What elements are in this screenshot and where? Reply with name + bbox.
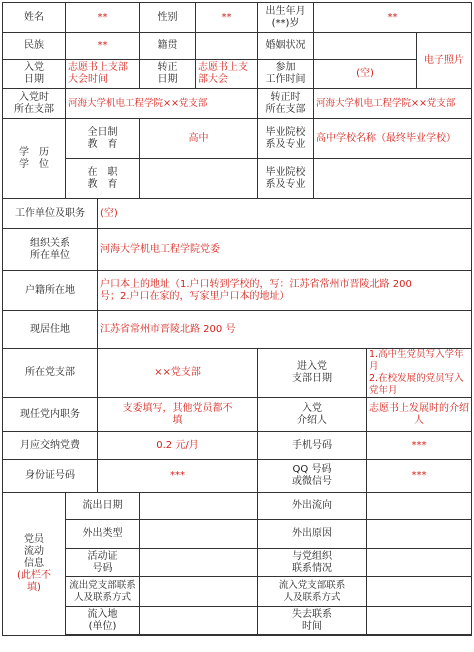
activity-cert-label-line1: 活动证 (87, 550, 118, 562)
out-reason-value[interactable] (367, 520, 472, 549)
gender-value[interactable]: ** (196, 3, 258, 33)
education-label-line1: 学 历 (19, 146, 49, 158)
branch-label: 所在党支部 (3, 349, 98, 398)
out-direction-label: 外出流向 (258, 493, 367, 520)
education-label-line2: 学 位 (19, 158, 49, 170)
org-unit-label-line1: 组织关系 (30, 237, 70, 249)
in-place-value[interactable] (140, 607, 258, 635)
marital-status-value[interactable] (314, 33, 417, 60)
photo-cell[interactable]: 电子照片 (417, 33, 472, 89)
work-unit-label: 工作单位及职务 (3, 199, 98, 229)
lost-contact-label (258, 607, 367, 635)
party-fee-label: 月应交纳党费 (3, 432, 98, 460)
phone-label: 手机号码 (258, 432, 367, 460)
activity-cert-label (66, 549, 140, 577)
inservice-school-label-line2: 系及专业 (265, 178, 306, 190)
party-duty-value[interactable] (98, 398, 258, 432)
in-place-label (66, 607, 140, 635)
birth-label (258, 3, 314, 33)
id-number-label: 身份证号码 (3, 460, 98, 493)
marital-status-label: 婚姻状况 (258, 33, 314, 60)
fulltime-school-value[interactable]: 高中学校名称（最终毕业学校） (314, 119, 472, 159)
out-type-label: 外出类型 (66, 520, 140, 549)
party-member-info-form (2, 2, 472, 636)
enter-branch-date-value-line2: 2.在校发展的党员写入党年月 (369, 373, 464, 396)
lost-contact-value[interactable] (367, 607, 472, 635)
birth-label-line2: (**)岁 (271, 17, 300, 29)
regular-date-value[interactable]: 志愿书上支部大会 (196, 60, 258, 89)
regular-branch-value[interactable]: 河海大学机电工程学院××党支部 (314, 89, 472, 119)
regular-date-label-line2: 日期 (157, 74, 178, 85)
in-branch-contact-label (258, 577, 367, 607)
out-branch-contact-label (66, 577, 140, 607)
activity-cert-value[interactable] (140, 549, 258, 577)
regular-branch-label-line2: 所在支部 (265, 103, 306, 115)
org-unit-label (3, 229, 98, 271)
org-contact-label-line2: 联系情况 (292, 562, 332, 574)
residence-value[interactable]: 江苏省常州市晋陵北路 200 号 (98, 311, 472, 349)
native-place-label: 籍贯 (140, 33, 196, 60)
introducer-value[interactable]: 志愿书上发展时的介绍人 (367, 398, 472, 432)
lost-contact-label-line1: 失去联系 (292, 608, 332, 620)
work-date-value[interactable]: (空) (314, 60, 417, 89)
out-type-value[interactable] (140, 520, 258, 549)
birth-label-line1: 出生年月 (265, 5, 306, 17)
in-branch-contact-label-line1: 流入党支部联系 (278, 579, 346, 591)
fulltime-education-label (66, 119, 140, 159)
activity-cert-label-line2: 号码 (92, 562, 113, 574)
regular-branch-label (258, 89, 314, 119)
gender-label: 性别 (140, 3, 196, 33)
enter-branch-date-label-line1: 进入党 (297, 361, 327, 372)
lost-contact-label-line2: 时间 (302, 620, 322, 632)
join-date-label-line2: 日期 (24, 74, 44, 85)
introducer-label (258, 398, 367, 432)
household-value-line2: 号；2.户口在家的，写家里户口本的地址） (100, 290, 290, 302)
out-branch-contact-label-line2: 人及联系方式 (73, 591, 131, 603)
household-value[interactable] (98, 271, 472, 311)
phone-value[interactable]: *** (367, 432, 472, 460)
household-value-line1: 户口本上的地址（1.户口转到学校的，写：江苏省常州市晋陵北路 200 (100, 278, 412, 290)
party-duty-label: 现任党内职务 (3, 398, 98, 432)
flow-section-line2: 流动 (24, 546, 44, 557)
out-date-label: 流出日期 (66, 493, 140, 520)
regular-branch-label-line1: 转正时 (270, 91, 301, 103)
ethnicity-value[interactable]: ** (66, 33, 140, 60)
enter-branch-date-label (258, 349, 367, 398)
org-contact-value[interactable] (367, 549, 472, 577)
fulltime-school-label-line2: 系及专业 (265, 138, 306, 150)
inservice-school-label (258, 159, 314, 199)
out-date-value[interactable] (140, 493, 258, 520)
out-reason-label: 外出原因 (258, 520, 367, 549)
party-duty-value-line1: 支委填写，其他党员都不 (122, 402, 233, 414)
native-place-value[interactable] (196, 33, 258, 60)
inservice-school-label-line1: 毕业院校 (265, 166, 306, 178)
id-number-value[interactable]: *** (98, 460, 258, 493)
in-branch-contact-value[interactable] (367, 577, 472, 607)
join-branch-value[interactable]: 河海大学机电工程学院××党支部 (66, 89, 258, 119)
fulltime-school-label-line1: 毕业院校 (265, 126, 306, 138)
enter-branch-date-value-line1: 1.高中生党员写入学年月 (369, 349, 464, 372)
qq-wechat-label-line1: QQ 号码 (292, 464, 332, 475)
inservice-school-value[interactable] (314, 159, 472, 199)
out-branch-contact-value[interactable] (140, 577, 258, 607)
inservice-education-label (66, 159, 140, 199)
branch-value[interactable]: ××党支部 (98, 349, 258, 398)
regular-date-label-line1: 转正 (157, 62, 178, 73)
flow-section-line3: 信息 (24, 558, 44, 569)
work-date-label-line2: 工作时间 (265, 74, 306, 85)
flow-section-line4: (此栏不 (17, 570, 51, 581)
party-duty-value-line2: 填 (172, 414, 183, 426)
birth-value[interactable]: ** (314, 3, 472, 33)
flow-section-line5: 填) (27, 582, 41, 593)
out-branch-contact-label-line1: 流出党支部联系 (69, 579, 136, 591)
name-value[interactable]: ** (66, 3, 140, 33)
join-branch-label (3, 89, 66, 119)
join-branch-label-line2: 所在支部 (14, 103, 54, 115)
fulltime-school-label (258, 119, 314, 159)
out-direction-value[interactable] (367, 493, 472, 520)
org-contact-label-line1: 与党组织 (292, 550, 332, 562)
flow-section-label (3, 493, 66, 636)
inservice-label-line2: 教 育 (87, 178, 118, 190)
form-bottom-spacer (66, 635, 472, 636)
introducer-label-line2: 介绍人 (297, 414, 327, 426)
ethnicity-label: 民族 (3, 33, 66, 60)
household-label: 户籍所在地 (3, 271, 98, 311)
fulltime-education-value[interactable]: 高中 (140, 119, 258, 159)
party-fee-value[interactable]: 0.2 元/月 (98, 432, 258, 460)
inservice-label-line1: 在 职 (87, 166, 118, 178)
join-date-label-line1: 入党 (24, 62, 44, 73)
fulltime-label-line1: 全日制 (87, 126, 118, 138)
work-date-label-line1: 参加 (275, 62, 296, 73)
qq-wechat-label (258, 460, 367, 493)
join-date-value[interactable]: 志愿书上支部大会时间 (66, 60, 140, 89)
work-date-label (258, 60, 314, 89)
join-branch-label-line1: 入党时 (19, 91, 49, 103)
qq-wechat-label-line2: 或微信号 (292, 476, 332, 487)
in-place-label-line1: 流入地 (87, 608, 118, 620)
qq-wechat-value[interactable]: *** (367, 460, 472, 493)
enter-branch-date-value[interactable] (367, 349, 472, 398)
in-place-label-line2: (单位) (88, 620, 117, 632)
org-unit-label-line2: 所在单位 (30, 249, 70, 261)
enter-branch-date-label-line2: 支部日期 (292, 373, 332, 384)
name-label: 姓名 (3, 3, 66, 33)
work-unit-value[interactable]: (空) (98, 199, 472, 229)
join-date-label (3, 60, 66, 89)
inservice-education-value[interactable] (140, 159, 258, 199)
regular-date-label (140, 60, 196, 89)
education-section-label (3, 119, 66, 199)
org-unit-value[interactable]: 河海大学机电工程学院党委 (98, 229, 472, 271)
in-branch-contact-label-line2: 人及联系方式 (283, 591, 341, 603)
org-contact-label (258, 549, 367, 577)
fulltime-label-line2: 教 育 (87, 138, 118, 150)
introducer-label-line1: 入党 (302, 402, 322, 414)
flow-section-line1: 党员 (24, 534, 44, 545)
residence-label: 现居住地 (3, 311, 98, 349)
